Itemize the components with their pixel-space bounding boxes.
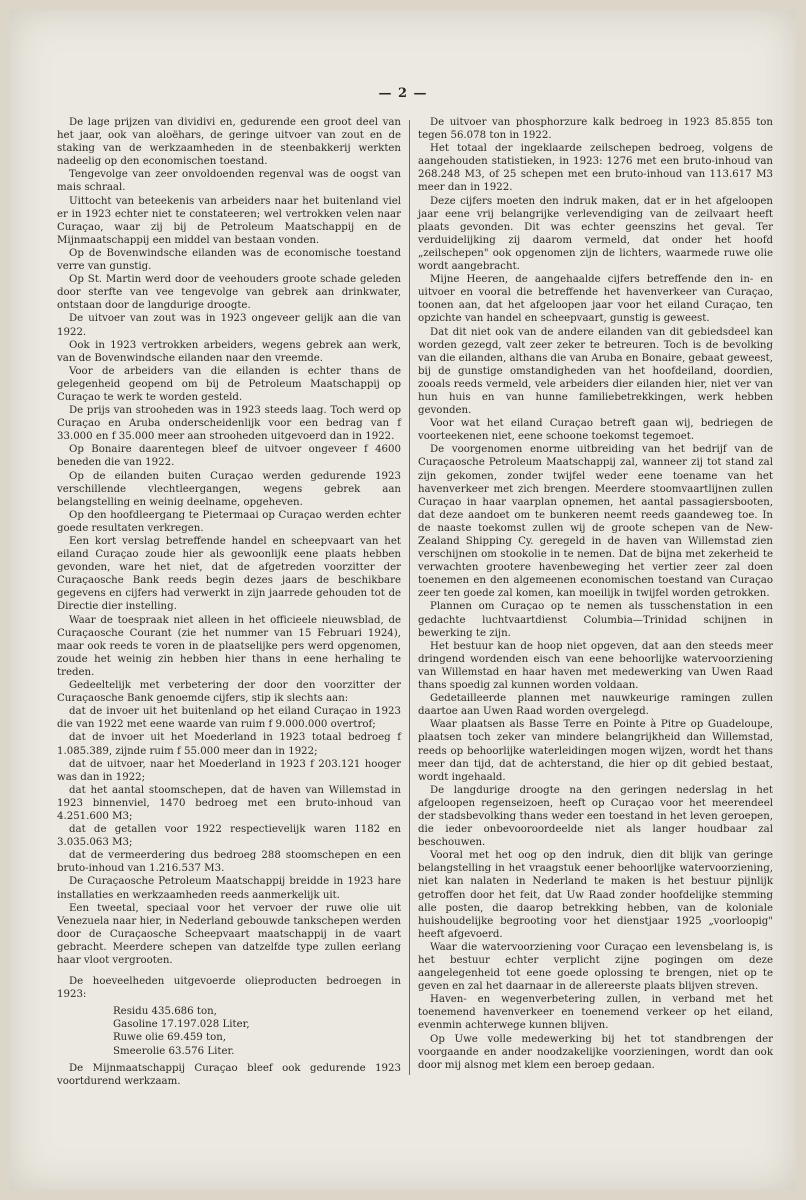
paragraph: De langdurige droogte na den geringen nederslag in het afgeloopen regenseizoen, heeft op Curaçao voor het meerendeel der stadsbevolking thans weder een toestand in het leven geroepen, die ieder onbevooroordeelde niet als langer houdbaar zal beschouwen. <box>418 784 773 849</box>
paragraph: Op de Bovenwindsche eilanden was de economische toestand verre van gunstig. <box>57 247 401 273</box>
paragraph: Op den hoofdleergang te Pietermaai op Curaçao werden echter goede resultaten verkregen. <box>57 509 401 534</box>
paragraph: Op de eilanden buiten Curaçao werden gedurende 1923 verschillende vlechtleergangen, wegens gebrek aan belangstelling en weinig deelname, opgeheven. <box>57 470 401 508</box>
paragraph: Op St. Martin werd door de veehouders groote schade geleden door sterfte van vee tengevolge van gebrek aan drinkwater, ontstaan door de langdurige droogte. <box>57 274 401 312</box>
document-page <box>10 10 796 1190</box>
paragraph: Het bestuur kan de hoop niet opgeven, dat aan den steeds meer dringend wordenden eisch van eene behoorlijke watervoorziening van Willemstad en haar haven met medewerking van Uwen Raad thans spoedig zal kunnen worden voldaan. <box>418 640 773 692</box>
oil-products-list <box>113 1005 401 1057</box>
oil-product-item: Residu 435.686 ton, <box>113 1006 217 1018</box>
oil-product-item: Smeerolie 63.576 Liter. <box>113 1045 235 1057</box>
paragraph: De voorgenomen enorme uitbreiding van het bedrijf van de Curaçaosche Petroleum Maatschappij zal, wanneer zij tot stand zal zijn gekomen, zonder twijfel weder eene toename van het havenverkeer met zich brengen. Meerdere stoomvaartlijnen zullen Curaçao in haar vaarplan opnemen, het aantal passagiersbooten, dat deze aandoet om te bunkeren neemt reeds gaandeweg toe. In de naaste toekomst zullen wij de groote schepen van de New-Zealand Shipping Cy. geregeld in de haven van Willemstad zien verschijnen om stookolie in te nemen. Dat de bijna met zekerheid te verwachten grootere havenbeweging het vertier zeer zal doen toenemen en den algemeenen economischen toestand van Curaçao zeer ten goede zal komen, kan moeilijk in twijfel worden getrokken. <box>418 444 773 600</box>
oil-intro: De hoeveelheden uitgevoerde olieproducten bedroegen in 1923: <box>57 976 401 1001</box>
paragraph: Vooral met het oog op den indruk, dien dit blijk van geringe belangstelling in het vraagstuk eener behoorlijke watervoorziening, niet kan nalaten in Nederland te maken is het bestuur pijnlijk getroffen door het feit, dat Uw Raad zonder hoofdelijke stemming alle posten, die daarop betrekking hebben, van de koloniale huishoudelijke begrooting voor het dienstjaar 1925 „voorloopig" heeft afgevoerd. <box>418 850 773 940</box>
paragraph: Mijne Heeren, de aangehaalde cijfers betreffende den in- en uitvoer en vooral die betreffende het havenverkeer van Curaçao, toonen aan, dat het afgeloopen jaar voor het eiland Curaçao, ten opzichte van handel en scheepvaart, gunstig is geweest. <box>418 274 773 325</box>
list-item: dat de vermeerdering dus bedroeg 288 stoomschepen en een bruto-inhoud van 1.216.537 M3. <box>57 850 401 875</box>
paragraph: Uittocht van beteekenis van arbeiders naar het buitenland viel er in 1923 echter niet te constateeren; wel vertrokken velen naar Curaçao, waar zij bij de Petroleum Maatschappij en de Mijnmaatschappij een middel van bestaan vonden. <box>57 195 401 246</box>
paragraph: De uitvoer van zout was in 1923 ongeveer gelijk aan die van 1922. <box>57 313 401 338</box>
paragraph: Deze cijfers moeten den indruk maken, dat er in het afgeloopen jaar eene vrij belangrijke verlevendiging van de zeilvaart heeft plaats gevonden. Dit was echter geenszins het geval. Ter verduidelijking zij daarom vermeld, dat onder het hoofd „zeilschepen" ook opgenomen zijn de lichters, waarmede ruwe olie wordt aangebracht. <box>418 195 773 273</box>
column-divider <box>409 120 410 1075</box>
paragraph: De uitvoer van phosphorzure kalk bedroeg in 1923 85.855 ton tegen 56.078 ton in 1922. <box>418 117 773 142</box>
paragraph: Voor wat het eiland Curaçao betreft gaan wij, bedriegen de voorteekenen niet, eene schoone toekomst tegemoet. <box>418 418 773 443</box>
paragraph: Haven- en wegenverbetering zullen, in verband met het toenemend havenverkeer en toenemend verkeer op het eiland, evenmin achterwege kunnen blijven. <box>418 994 773 1032</box>
paragraph: Gedetailleerde plannen met nauwkeurige ramingen zullen daartoe aan Uwen Raad worden overgelegd. <box>418 693 773 718</box>
list-item: dat de uitvoer, naar het Moederland in 1923 f 203.121 hooger was dan in 1922; <box>57 758 401 783</box>
paragraph: Waar die watervoorziening voor Curaçao een levensbelang is, is het bestuur echter verplicht zijne pogingen om deze aangelegenheid tot eene goede oplossing te brengen, niet op te geven en zal het daarnaar in de allereerste plaats blijven streven. <box>418 941 773 993</box>
paragraph: Plannen om Curaçao op te nemen als tusschenstation in een gedachte luchtvaartdienst Columbia—Trinidad schijnen in bewerking te zijn. <box>418 601 773 639</box>
paragraph: Op Uwe volle medewerking bij het tot standbrengen der voorgaande en ander noodzakelijke voorzieningen, wordt dan ook door mij alsnog met klem een beroep gedaan. <box>418 1033 773 1071</box>
list-item: dat de invoer uit het buitenland op het eiland Curaçao in 1923 die van 1922 met eene waarde van ruim f 9.000.000 overtrof; <box>57 706 401 731</box>
paragraph: Het totaal der ingeklaarde zeilschepen bedroeg, volgens de aangehouden statistieken, in 1923: 1276 met een bruto-inhoud van 268.248 M3, of 25 schepen met een bruto-inhoud van 113.617 M3 meer dan in 1922. <box>418 143 773 194</box>
left-column <box>57 116 401 1088</box>
oil-product-item: Gasoline 17.197.028 Liter, <box>113 1019 250 1031</box>
oil-product-item: Ruwe olie 69.459 ton, <box>113 1032 227 1044</box>
paragraph: Waar plaatsen als Basse Terre en Pointe à Pitre op Guadeloupe, plaatsen toch zeker van mindere belangrijkheid dan Willemstad, reeds op behoorlijke waterleidingen mogen wijzen, wordt het thans meer dan tijd, dat de achterstand, die hier op dit gebied bestaat, wordt ingehaald. <box>418 719 773 783</box>
paragraph: Op Bonaire daarentegen bleef de uitvoer ongeveer f 4600 beneden die van 1922. <box>57 444 401 469</box>
paragraph: De prijs van strooheden was in 1923 steeds laag. Toch werd op Curaçao en Aruba onderscheidenlijk voor een bedrag van f 33.000 en f 35.000 meer aan strooheden uitgevoerd dan in 1922. <box>57 405 401 443</box>
paragraph: De Mijnmaatschappij Curaçao bleef ook gedurende 1923 voortdurend werkzaam. <box>57 1062 401 1087</box>
right-column <box>418 116 773 1072</box>
paragraph: Een kort verslag betreffende handel en scheepvaart van het eiland Curaçao zoude hier als gewoonlijk eene plaats hebben gevonden, ware het niet, dat de afgetreden voorzitter der Curaçaosche Bank reeds begin dezes jaars de beschikbare gegevens en cijfers had verwerkt in zijn jaarrede gehouden tot de Directie dier instelling. <box>57 536 401 613</box>
paragraph: Een tweetal, speciaal voor het vervoer der ruwe olie uit Venezuela naar hier, in Nederland gebouwde tankschepen werden door de Curaçaosche Scheepvaart maatschappij in de vaart gebracht. Meerdere schepen van datzelfde type zullen eerlang haar vloot vergrooten. <box>57 902 401 966</box>
paragraph: De lage prijzen van dividivi en, gedurende een groot deel van het jaar, ook van aloëhars, de geringe uitvoer van zout en de staking van de werkzaamheden in de steenbakkerij werkten nadeelig op den economischen toestand. <box>57 117 401 168</box>
paragraph: Voor de arbeiders van die eilanden is echter thans de gelegenheid geopend om bij de Petroleum Maatschappij op Curaçao te werk te worden gesteld. <box>57 365 401 403</box>
paragraph: Waar de toespraak niet alleen in het officieele nieuwsblad, de Curaçaosche Courant (zie het nummer van 15 Februari 1924), maar ook reeds te voren in de plaatselijke pers werd opgenomen, zoude het weinig zin hebben hier thans in eene herhaling te treden. <box>57 614 401 678</box>
list-item: dat de invoer uit het Moederland in 1923 totaal bedroeg f 1.085.389, zijnde ruim f 55.000 meer dan in 1922; <box>57 732 401 757</box>
list-item: dat het aantal stoomschepen, dat de haven van Willemstad in 1923 binnenviel, 1470 bedroeg met een bruto-inhoud van 4.251.600 M3; <box>57 784 401 822</box>
paragraph: Tengevolge van zeer onvoldoenden regenval was de oogst van mais schraal. <box>57 169 401 194</box>
paragraph: Ook in 1923 vertrokken arbeiders, wegens gebrek aan werk, van de Bovenwindsche eilanden naar den vreemde. <box>57 339 401 364</box>
paragraph: Dat dit niet ook van de andere eilanden van dit gebiedsdeel kan worden gezegd, valt zeer zeker te betreuren. Toch is de bevolking van die eilanden, althans die van Aruba en Bonaire, gebaat geweest, bij de gunstige omstandigheden van het hoofdeiland, doordien, zooals reeds vermeld, vele arbeiders dier eilanden hier, niet ver van hun huis en van hunne familiebetrekkingen, werk hebben gevonden. <box>418 326 773 417</box>
paragraph: De Curaçaosche Petroleum Maatschappij breidde in 1923 hare installaties en werkzaamheden reeds aanmerkelijk uit. <box>57 876 401 901</box>
paragraph: Gedeeltelijk met verbetering der door den voorzitter der Curaçaosche Bank genoemde cijfers, stip ik slechts aan: <box>57 680 401 705</box>
page-number: — 2 — <box>378 86 428 101</box>
list-item: dat de getallen voor 1922 respectievelijk waren 1182 en 3.035.063 M3; <box>57 824 401 849</box>
